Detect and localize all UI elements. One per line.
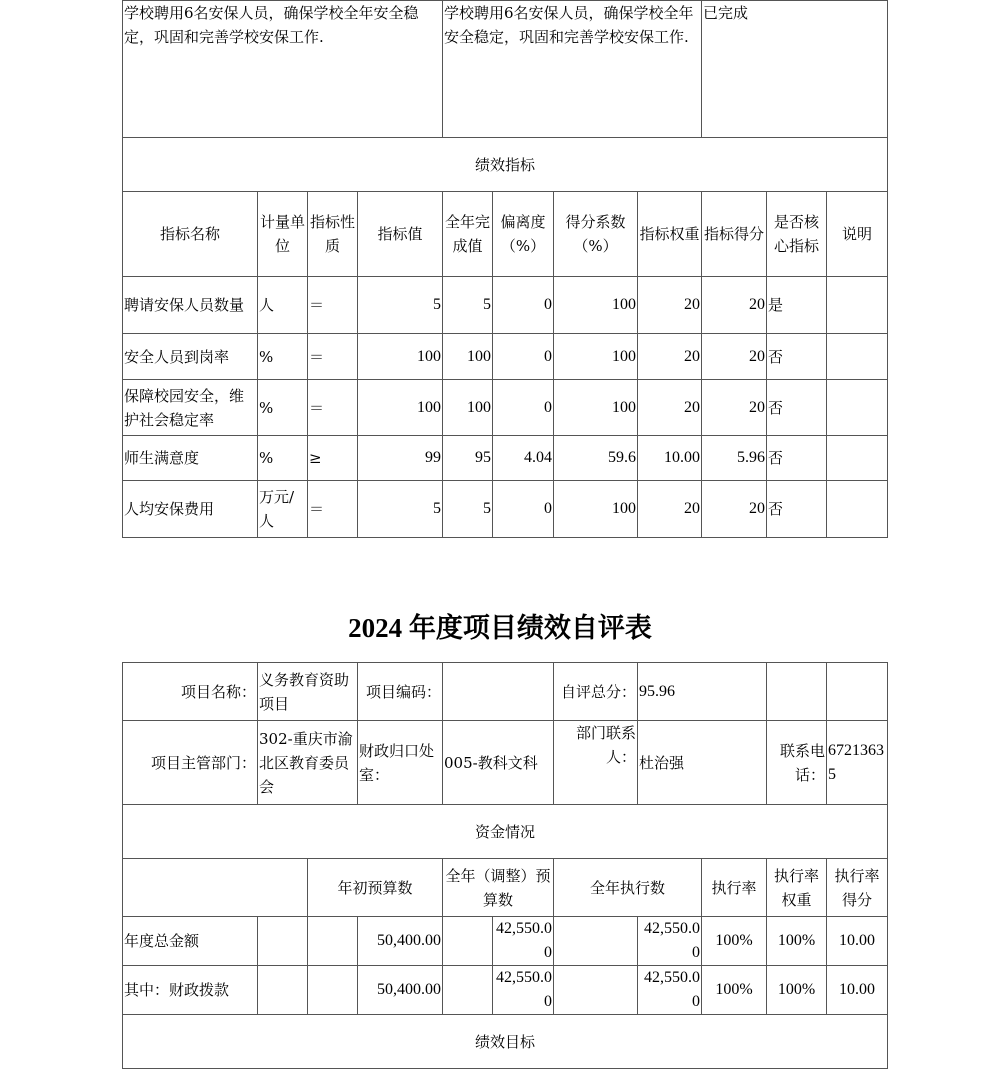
table-cell: ＝ xyxy=(308,277,358,334)
goal-status: 已完成 xyxy=(702,1,888,138)
table-cell: ＝ xyxy=(308,334,358,380)
section-title: 绩效指标 xyxy=(123,138,888,192)
table-cell: 0 xyxy=(493,334,554,380)
table-cell: % xyxy=(258,380,308,436)
goals-title: 绩效目标 xyxy=(123,1015,888,1069)
table-cell xyxy=(827,277,888,334)
funds-label: 其中：财政拨款 xyxy=(123,966,258,1015)
funds-adjusted: 42,550.00 xyxy=(493,966,554,1015)
table-cell: ≥ xyxy=(308,436,358,481)
empty-cell xyxy=(258,966,308,1015)
table-cell: 否 xyxy=(767,380,827,436)
actual-goal: 学校聘用6名安保人员，确保学校全年安全稳定，巩固和完善学校安保工作. xyxy=(443,1,702,138)
empty-cell xyxy=(554,966,638,1015)
table-cell xyxy=(827,334,888,380)
contact: 杜治强 xyxy=(638,721,767,805)
project-code-label: 项目编码： xyxy=(358,663,443,721)
header-row xyxy=(123,192,888,277)
table-cell: 5 xyxy=(358,277,443,334)
empty-cell xyxy=(258,917,308,966)
table-cell: 20 xyxy=(638,481,702,538)
column-header: 指标值 xyxy=(358,192,443,277)
page-title: 2024 年度项目绩效自评表 xyxy=(348,613,652,643)
column-header: 指标权重 xyxy=(638,192,702,277)
table-cell: 100 xyxy=(443,380,493,436)
funds-weight: 100% xyxy=(767,966,827,1015)
funds-initial: 50,400.00 xyxy=(358,966,443,1015)
self-evaluation-table xyxy=(122,662,888,1069)
empty-cell xyxy=(443,917,493,966)
table-cell: 20 xyxy=(702,277,767,334)
table-row xyxy=(123,277,888,334)
project-name-label: 项目名称： xyxy=(123,663,258,721)
table-row xyxy=(123,380,888,436)
dept-label: 项目主管部门： xyxy=(123,721,258,805)
table-cell xyxy=(827,380,888,436)
column-header: 指标得分 xyxy=(702,192,767,277)
table-cell: 5 xyxy=(443,277,493,334)
table-cell: 100 xyxy=(554,481,638,538)
table-cell: 59.6 xyxy=(554,436,638,481)
table-cell: 100 xyxy=(358,334,443,380)
funds-title: 资金情况 xyxy=(123,805,888,859)
column-header: 指标名称 xyxy=(123,192,258,277)
funds-rate: 100% xyxy=(702,917,767,966)
table-cell xyxy=(827,436,888,481)
table-cell: 4.04 xyxy=(493,436,554,481)
table-cell: 否 xyxy=(767,334,827,380)
project-code xyxy=(443,663,554,721)
table-cell: 聘请安保人员数量 xyxy=(123,277,258,334)
table-cell: 人 xyxy=(258,277,308,334)
table-cell: 0 xyxy=(493,380,554,436)
table-cell: 95 xyxy=(443,436,493,481)
dept: 302-重庆市渝北区教育委员会 xyxy=(258,721,358,805)
table-cell: 20 xyxy=(638,334,702,380)
funds-executed: 42,550.00 xyxy=(638,917,702,966)
funds-row xyxy=(123,966,888,1015)
funds-header: 全年执行数 xyxy=(554,859,702,917)
table-cell: 人均安保费用 xyxy=(123,481,258,538)
project-name: 义务教育资助项目 xyxy=(258,663,358,721)
table-cell: 5.96 xyxy=(702,436,767,481)
table-cell: 0 xyxy=(493,481,554,538)
table-cell: 10.00 xyxy=(638,436,702,481)
table-cell: 5 xyxy=(443,481,493,538)
phone: 67213635 xyxy=(827,721,888,805)
table-row xyxy=(123,334,888,380)
funds-header: 执行率 xyxy=(702,859,767,917)
table-cell: 100 xyxy=(554,334,638,380)
score: 95.96 xyxy=(638,663,767,721)
funds-label: 年度总金额 xyxy=(123,917,258,966)
table-cell: % xyxy=(258,334,308,380)
goal-row xyxy=(123,1,888,138)
table-cell: 100 xyxy=(358,380,443,436)
column-header: 说明 xyxy=(827,192,888,277)
table-cell: 师生满意度 xyxy=(123,436,258,481)
table-row xyxy=(123,481,888,538)
table-cell xyxy=(827,481,888,538)
funds-score: 10.00 xyxy=(827,917,888,966)
funds-score: 10.00 xyxy=(827,966,888,1015)
table-cell: % xyxy=(258,436,308,481)
column-header: 是否核心指标 xyxy=(767,192,827,277)
table-cell: 100 xyxy=(554,380,638,436)
funds-executed: 42,550.00 xyxy=(638,966,702,1015)
finance: 005-教科文科 xyxy=(443,721,554,805)
table-cell: 20 xyxy=(702,334,767,380)
table-cell: ＝ xyxy=(308,481,358,538)
table-cell: 万元/人 xyxy=(258,481,308,538)
table-cell: 20 xyxy=(702,481,767,538)
table-cell: 保障校园安全，维护社会稳定率 xyxy=(123,380,258,436)
funds-rate: 100% xyxy=(702,966,767,1015)
funds-header: 执行率权重 xyxy=(767,859,827,917)
funds-header: 全年（调整）预算数 xyxy=(443,859,554,917)
table-cell: 否 xyxy=(767,481,827,538)
indicators-table xyxy=(122,0,888,538)
funds-adjusted: 42,550.00 xyxy=(493,917,554,966)
empty-cell xyxy=(443,966,493,1015)
table-cell: 20 xyxy=(702,380,767,436)
column-header: 计量单位 xyxy=(258,192,308,277)
score-label: 自评总分： xyxy=(554,663,638,721)
table-cell: 安全人员到岗率 xyxy=(123,334,258,380)
contact-label: 部门联系人： xyxy=(554,721,638,805)
table-cell: 否 xyxy=(767,436,827,481)
column-header: 偏离度（%） xyxy=(493,192,554,277)
empty-cell xyxy=(554,917,638,966)
table-cell: 5 xyxy=(358,481,443,538)
funds-header: 执行率得分 xyxy=(827,859,888,917)
funds-row xyxy=(123,917,888,966)
funds-weight: 100% xyxy=(767,917,827,966)
table-cell: 20 xyxy=(638,277,702,334)
funds-initial: 50,400.00 xyxy=(358,917,443,966)
finance-label: 财政归口处室： xyxy=(358,721,443,805)
table-cell: 20 xyxy=(638,380,702,436)
table-cell: 0 xyxy=(493,277,554,334)
table-row xyxy=(123,436,888,481)
table-cell: 99 xyxy=(358,436,443,481)
column-header: 指标性质 xyxy=(308,192,358,277)
empty-cell xyxy=(308,966,358,1015)
empty-cell xyxy=(308,917,358,966)
column-header: 得分系数（%） xyxy=(554,192,638,277)
column-header: 全年完成值 xyxy=(443,192,493,277)
phone-label: 联系电话： xyxy=(767,721,827,805)
funds-header: 年初预算数 xyxy=(308,859,443,917)
table-cell: 100 xyxy=(554,277,638,334)
table-cell: 100 xyxy=(443,334,493,380)
table-cell: ＝ xyxy=(308,380,358,436)
planned-goal: 学校聘用6名安保人员，确保学校全年安全稳定，巩固和完善学校安保工作. xyxy=(123,1,443,138)
table-cell: 是 xyxy=(767,277,827,334)
